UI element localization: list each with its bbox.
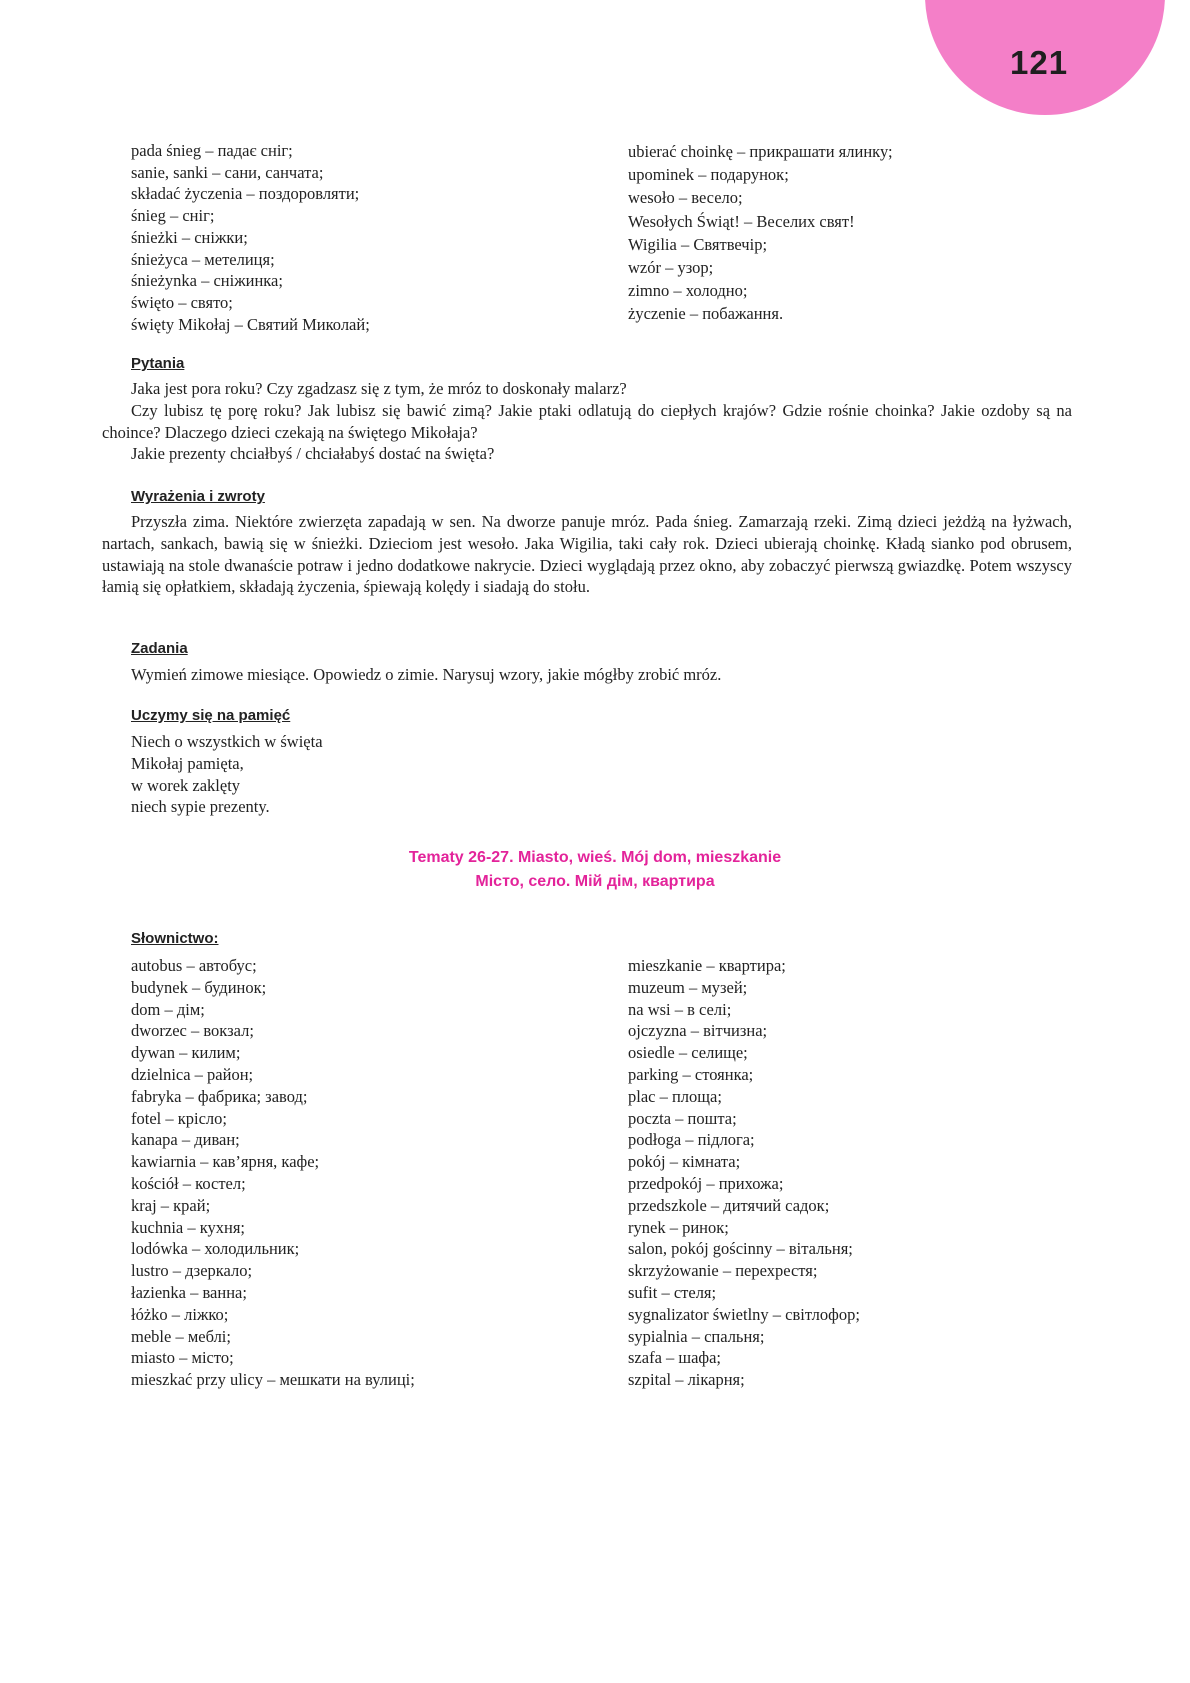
vocab-item: kawiarnia – кав’ярня, кафе; — [131, 1152, 320, 1172]
question-line: Jaka jest pora roku? Czy zgadzasz się z tym, że mróz to doskonały malarz? — [131, 379, 627, 398]
vocab-item: skrzyżowanie – перехрестя; — [628, 1261, 818, 1281]
vocab-item: sanie, sanki – сани, санчата; — [131, 162, 324, 182]
vocab-item: poczta – пошта; — [628, 1108, 737, 1128]
vocab-item: budynek – будинок; — [131, 977, 267, 997]
vocab-item: zimno – холодно; — [628, 281, 748, 301]
vocab-item: śnieżyca – метелиця; — [131, 249, 275, 269]
vocab-item: przedpokój – прихожа; — [628, 1173, 784, 1193]
vocab-item: kościół – костел; — [131, 1173, 246, 1193]
wyrazenia-paragraph: Przyszła zima. Niektóre zwierzęta zapadają w sen. Na dworze panuje mróz. Pada śnieg. Zamarzają rzeki. Zimą dzieci jeżdżą na łyżwach, nartach, sankach, bawią się w śnieżki. Dzieciom jest wesoło. Jaka Wigilia, taki cały rok. Dzieci ubierają choinkę. Kładą sianko pod obrusem, ustawiają na stole dwanaście potraw i jedno dodatkowe nakrycie. Dzieci wyglądają przez okno, aby zobaczyć pierwszą gwiazdkę. Potem wszyscy łamią się opłatkiem, składają życzenia, śpiewają kolędy i siadają do stołu. — [102, 512, 1072, 597]
vocab-item: szpital – лікарня; — [628, 1370, 745, 1390]
vocab-item: łazienka – ванна; — [131, 1282, 247, 1302]
vocabulary-column-right — [628, 140, 1068, 335]
vocab-item: meble – меблі; — [131, 1326, 231, 1346]
vocab-item: Wigilia – Святвечір; — [628, 234, 768, 254]
vocab-item: pada śnieg – падає сніг; — [131, 141, 293, 160]
zadania-heading: Zadania — [131, 640, 188, 657]
pamiec-heading: Uczymy się na pamięć — [131, 707, 291, 724]
wyrazenia-heading: Wyrażenia i zwroty — [131, 488, 265, 505]
vocab-item: kraj – край; — [131, 1195, 211, 1215]
poem-line: Mikołaj pamięta, — [131, 753, 244, 773]
vocabulary-list-city — [131, 955, 1068, 1391]
vocab-item: podłoga – підлога; — [628, 1130, 755, 1150]
poem-line: Niech o wszystkich w święta — [131, 732, 323, 751]
vocab-item: kanapa – диван; — [131, 1130, 240, 1150]
vocab-item: fotel – крісло; — [131, 1108, 227, 1128]
vocab-item: sygnalizator świetlny – світлофор; — [628, 1304, 860, 1324]
vocab-item: sufit – стеля; — [628, 1282, 717, 1302]
vocab-item: święty Mikołaj – Святий Миколай; — [131, 314, 370, 334]
topic-subtitle: Місто, село. Мій дім, квартира — [475, 873, 715, 890]
vocab-item: mieszkać przy ulicy – мешкати на вулиці; — [131, 1370, 415, 1390]
vocab-item: salon, pokój gościnny – вітальня; — [628, 1239, 853, 1259]
poem — [131, 731, 323, 818]
vocab-item: pokój – кімната; — [628, 1152, 741, 1172]
vocab-item: miasto – місто; — [131, 1348, 234, 1368]
vocab-item: lustro – дзеркало; — [131, 1261, 253, 1281]
vocab-item: przedszkole – дитячий садок; — [628, 1195, 830, 1215]
slownictwo-heading: Słownictwo: — [131, 930, 219, 947]
vocab-item: lodówka – холодильник; — [131, 1239, 300, 1259]
vocab-item: składać życzenia – поздоровляти; — [131, 184, 360, 204]
vocabulary-column-left — [131, 955, 628, 1391]
vocab-item: plac – площа; — [628, 1086, 722, 1106]
vocab-item: dzielnica – район; — [131, 1064, 254, 1084]
vocab-item: upominek – подарунок; — [628, 165, 789, 185]
vocab-item: święto – свято; — [131, 292, 233, 312]
vocab-item: parking – стоянка; — [628, 1064, 754, 1084]
vocab-item: na wsi – в селі; — [628, 999, 732, 1019]
vocab-item: dywan – килим; — [131, 1043, 241, 1063]
page-number: 121 — [1010, 44, 1069, 81]
vocab-item: osiedle – селище; — [628, 1043, 748, 1063]
vocabulary-list-winter — [131, 140, 1068, 335]
vocab-item: Wesołych Świąt! – Веселих свят! — [628, 211, 855, 231]
vocab-item: rynek – ринок; — [628, 1217, 729, 1237]
poem-line: w worek zaklęty — [131, 775, 241, 795]
vocab-item: łóżko – ліжко; — [131, 1304, 229, 1324]
question-line: Jakie prezenty chciałbyś / chciałabyś dostać na święta? — [131, 444, 495, 464]
vocab-item: mieszkanie – квартира; — [628, 956, 786, 975]
pytania-heading: Pytania — [131, 355, 185, 372]
vocab-item: autobus – автобус; — [131, 956, 257, 975]
wyrazenia-text — [102, 511, 1072, 598]
vocab-item: sypialnia – спальня; — [628, 1326, 765, 1346]
vocab-item: wesoło – весело; — [628, 188, 743, 208]
vocab-item: szafa – шафа; — [628, 1348, 722, 1368]
poem-line: niech sypie prezenty. — [131, 797, 270, 817]
vocab-item: ubierać choinkę – прикрашати ялинку; — [628, 142, 893, 161]
vocab-item: śnieg – сніг; — [131, 206, 215, 226]
vocab-item: śnieżki – сніжки; — [131, 227, 248, 247]
vocab-item: wzór – узор; — [628, 258, 714, 278]
vocab-item: fabryka – фабрика; завод; — [131, 1086, 308, 1106]
question-line: Czy lubisz tę porę roku? Jak lubisz się bawić zimą? Jakie ptaki odlatują do ciepłych krajów? Gdzie rośnie choinka? Jakie ozdoby są na choince? Dlaczego dzieci czekają na świętego Mikołaja? — [102, 400, 1072, 442]
vocabulary-column-right — [628, 955, 1068, 1391]
vocab-item: kuchnia – кухня; — [131, 1217, 246, 1237]
topic-title: Tematy 26-27. Miasto, wieś. Mój dom, mieszkanie — [408, 849, 782, 866]
zadania-text: Wymień zimowe miesiące. Opowiedz o zimie. Narysuj wzory, jakie mógłby zrobić mróz. — [131, 665, 722, 684]
vocab-item: życzenie – побажання. — [628, 304, 784, 324]
vocab-item: śnieżynka – сніжинка; — [131, 271, 283, 291]
vocabulary-column-left — [131, 140, 628, 335]
vocab-item: dworzec – вокзал; — [131, 1021, 254, 1041]
vocab-item: ojczyzna – вітчизна; — [628, 1021, 768, 1041]
vocab-item: dom – дім; — [131, 999, 205, 1019]
vocab-item: muzeum – музей; — [628, 977, 748, 997]
pytania-text — [102, 378, 1072, 465]
